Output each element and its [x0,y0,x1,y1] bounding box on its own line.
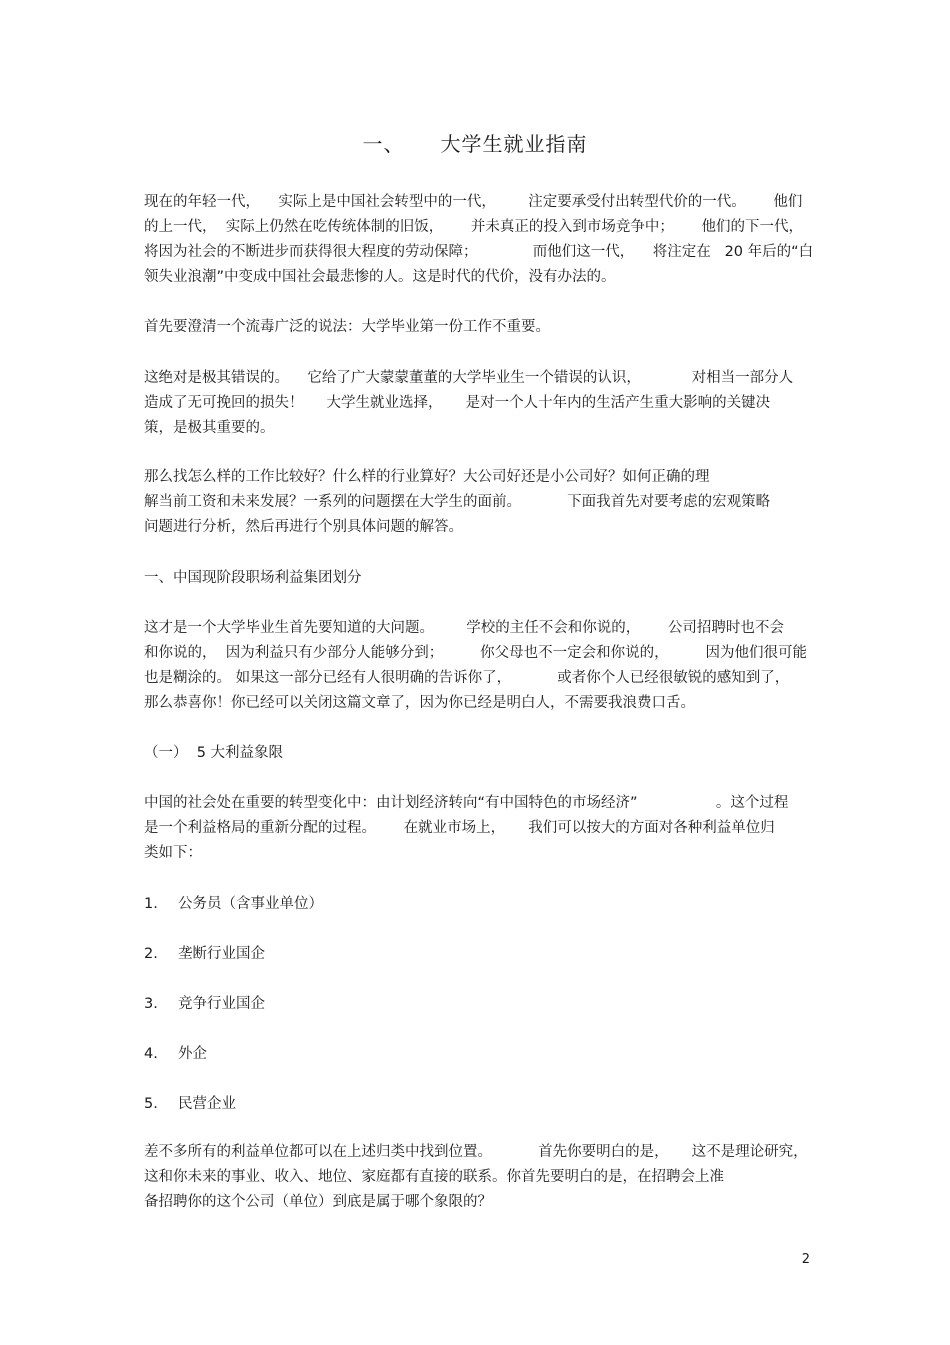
paragraph-clarify [144,315,809,340]
list-item [144,892,323,917]
list-item-text: 垄断行业国企 [178,946,265,962]
section-heading-text: 一、中国现阶段职场利益集团划分 [144,570,362,586]
paragraph-conclusion [144,1140,809,1215]
document-title [0,128,950,157]
paragraph-line: 备招聘你的这个公司（单位）到底是属于哪个象限的？ [144,1194,492,1210]
list-item-number: 3. [144,996,158,1012]
list-item [144,1092,236,1117]
section-heading [144,566,809,591]
list-item [144,1042,207,1067]
paragraph-line: 这和你未来的事业、收入、地位、家庭都有直接的联系。你首先要明白的是，在招聘会上准 [144,1169,724,1185]
list-item-text: 竞争行业国企 [178,996,265,1012]
list-item [144,942,265,967]
paragraph-line: 类如下： [144,845,202,861]
paragraph-error [144,366,809,441]
paragraph-line: 的上一代， 实际上仍然在吃传统体制的旧饭， 并未真正的投入到市场竞争中； 他们的下一代， [144,219,804,235]
paragraph-line: 这才是一个大学毕业生首先要知道的大问题。 学校的主任不会和你说的， 公司招聘时也不会 [144,620,784,636]
paragraph-intro [144,190,814,290]
paragraph-line: 是一个利益格局的重新分配的过程。 在就业市场上， 我们可以按大的方面对各种利益单位归 [144,820,775,836]
list-item-number: 1. [144,896,158,912]
list-item-text: 民营企业 [178,1096,236,1112]
paragraph-big-question [144,616,809,716]
paragraph-line: 那么找怎么样的工作比较好？什么样的行业算好？大公司好还是小公司好？如何正确的理 [144,469,710,485]
paragraph-line: 首先要澄清一个流毒广泛的说法：大学毕业第一份工作不重要。 [144,319,550,335]
paragraph-line: 策，是极其重要的。 [144,420,275,436]
list-item [144,992,265,1017]
title-text: 大学生就业指南 [440,132,588,156]
paragraph-line: 那么恭喜你！你已经可以关闭这篇文章了，因为你已经是明白人，不需要我浪费口舌。 [144,695,695,711]
title-number: 一、 [362,132,405,156]
paragraph-line: 领失业浪潮”中变成中国社会最悲惨的人。这是时代的代价，没有办法的。 [144,269,616,285]
list-item-number: 4. [144,1046,158,1062]
paragraph-line: 造成了无可挽回的损失！ 大学生就业选择， 是对一个人十年内的生活产生重大影响的关键决 [144,395,771,411]
paragraph-line: 这绝对是极其错误的。 它给了广大蒙蒙董董的大学毕业生一个错误的认识， 对相当一部分人 [144,370,794,386]
list-item-number: 2. [144,946,158,962]
paragraph-line: 差不多所有的利益单位都可以在上述归类中找到位置。 首先你要明白的是， 这不是理论研究， [144,1144,808,1160]
paragraph-line: 解当前工资和未来发展？一系列的问题摆在大学生的面前。 下面我首先对要考虑的宏观策略 [144,494,771,510]
paragraph-line: 现在的年轻一代， 实际上是中国社会转型中的一代， 注定要承受付出转型代价的一代。 他们 [144,194,803,210]
list-item-number: 5. [144,1096,158,1112]
paragraph-questions [144,465,809,540]
paragraph-line: 问题进行分析，然后再进行个别具体问题的解答。 [144,519,463,535]
paragraph-line: 也是糊涂的。 如果这一部分已经有人很明确的告诉你了， 或者你个人已经很敏锐的感知到了， [144,670,790,686]
subsection-heading [144,741,809,766]
list-item-text: 公务员（含事业单位） [178,896,323,912]
paragraph-line: 中国的社会处在重要的转型变化中：由计划经济转向“有中国特色的市场经济” 。这个过程 [144,795,789,811]
page-number: 2 [801,1252,810,1267]
paragraph-line: 将因为社会的不断进步而获得很大程度的劳动保障； 而他们这一代， 将注定在 20 年后的“白 [144,244,814,260]
paragraph-transition [144,791,809,866]
paragraph-line: 和你说的， 因为利益只有少部分人能够分到； 你父母也不一定会和你说的， 因为他们很可能 [144,645,807,661]
subsection-heading-text: （一） 5 大利益象限 [144,745,284,761]
list-item-text: 外企 [178,1046,207,1062]
